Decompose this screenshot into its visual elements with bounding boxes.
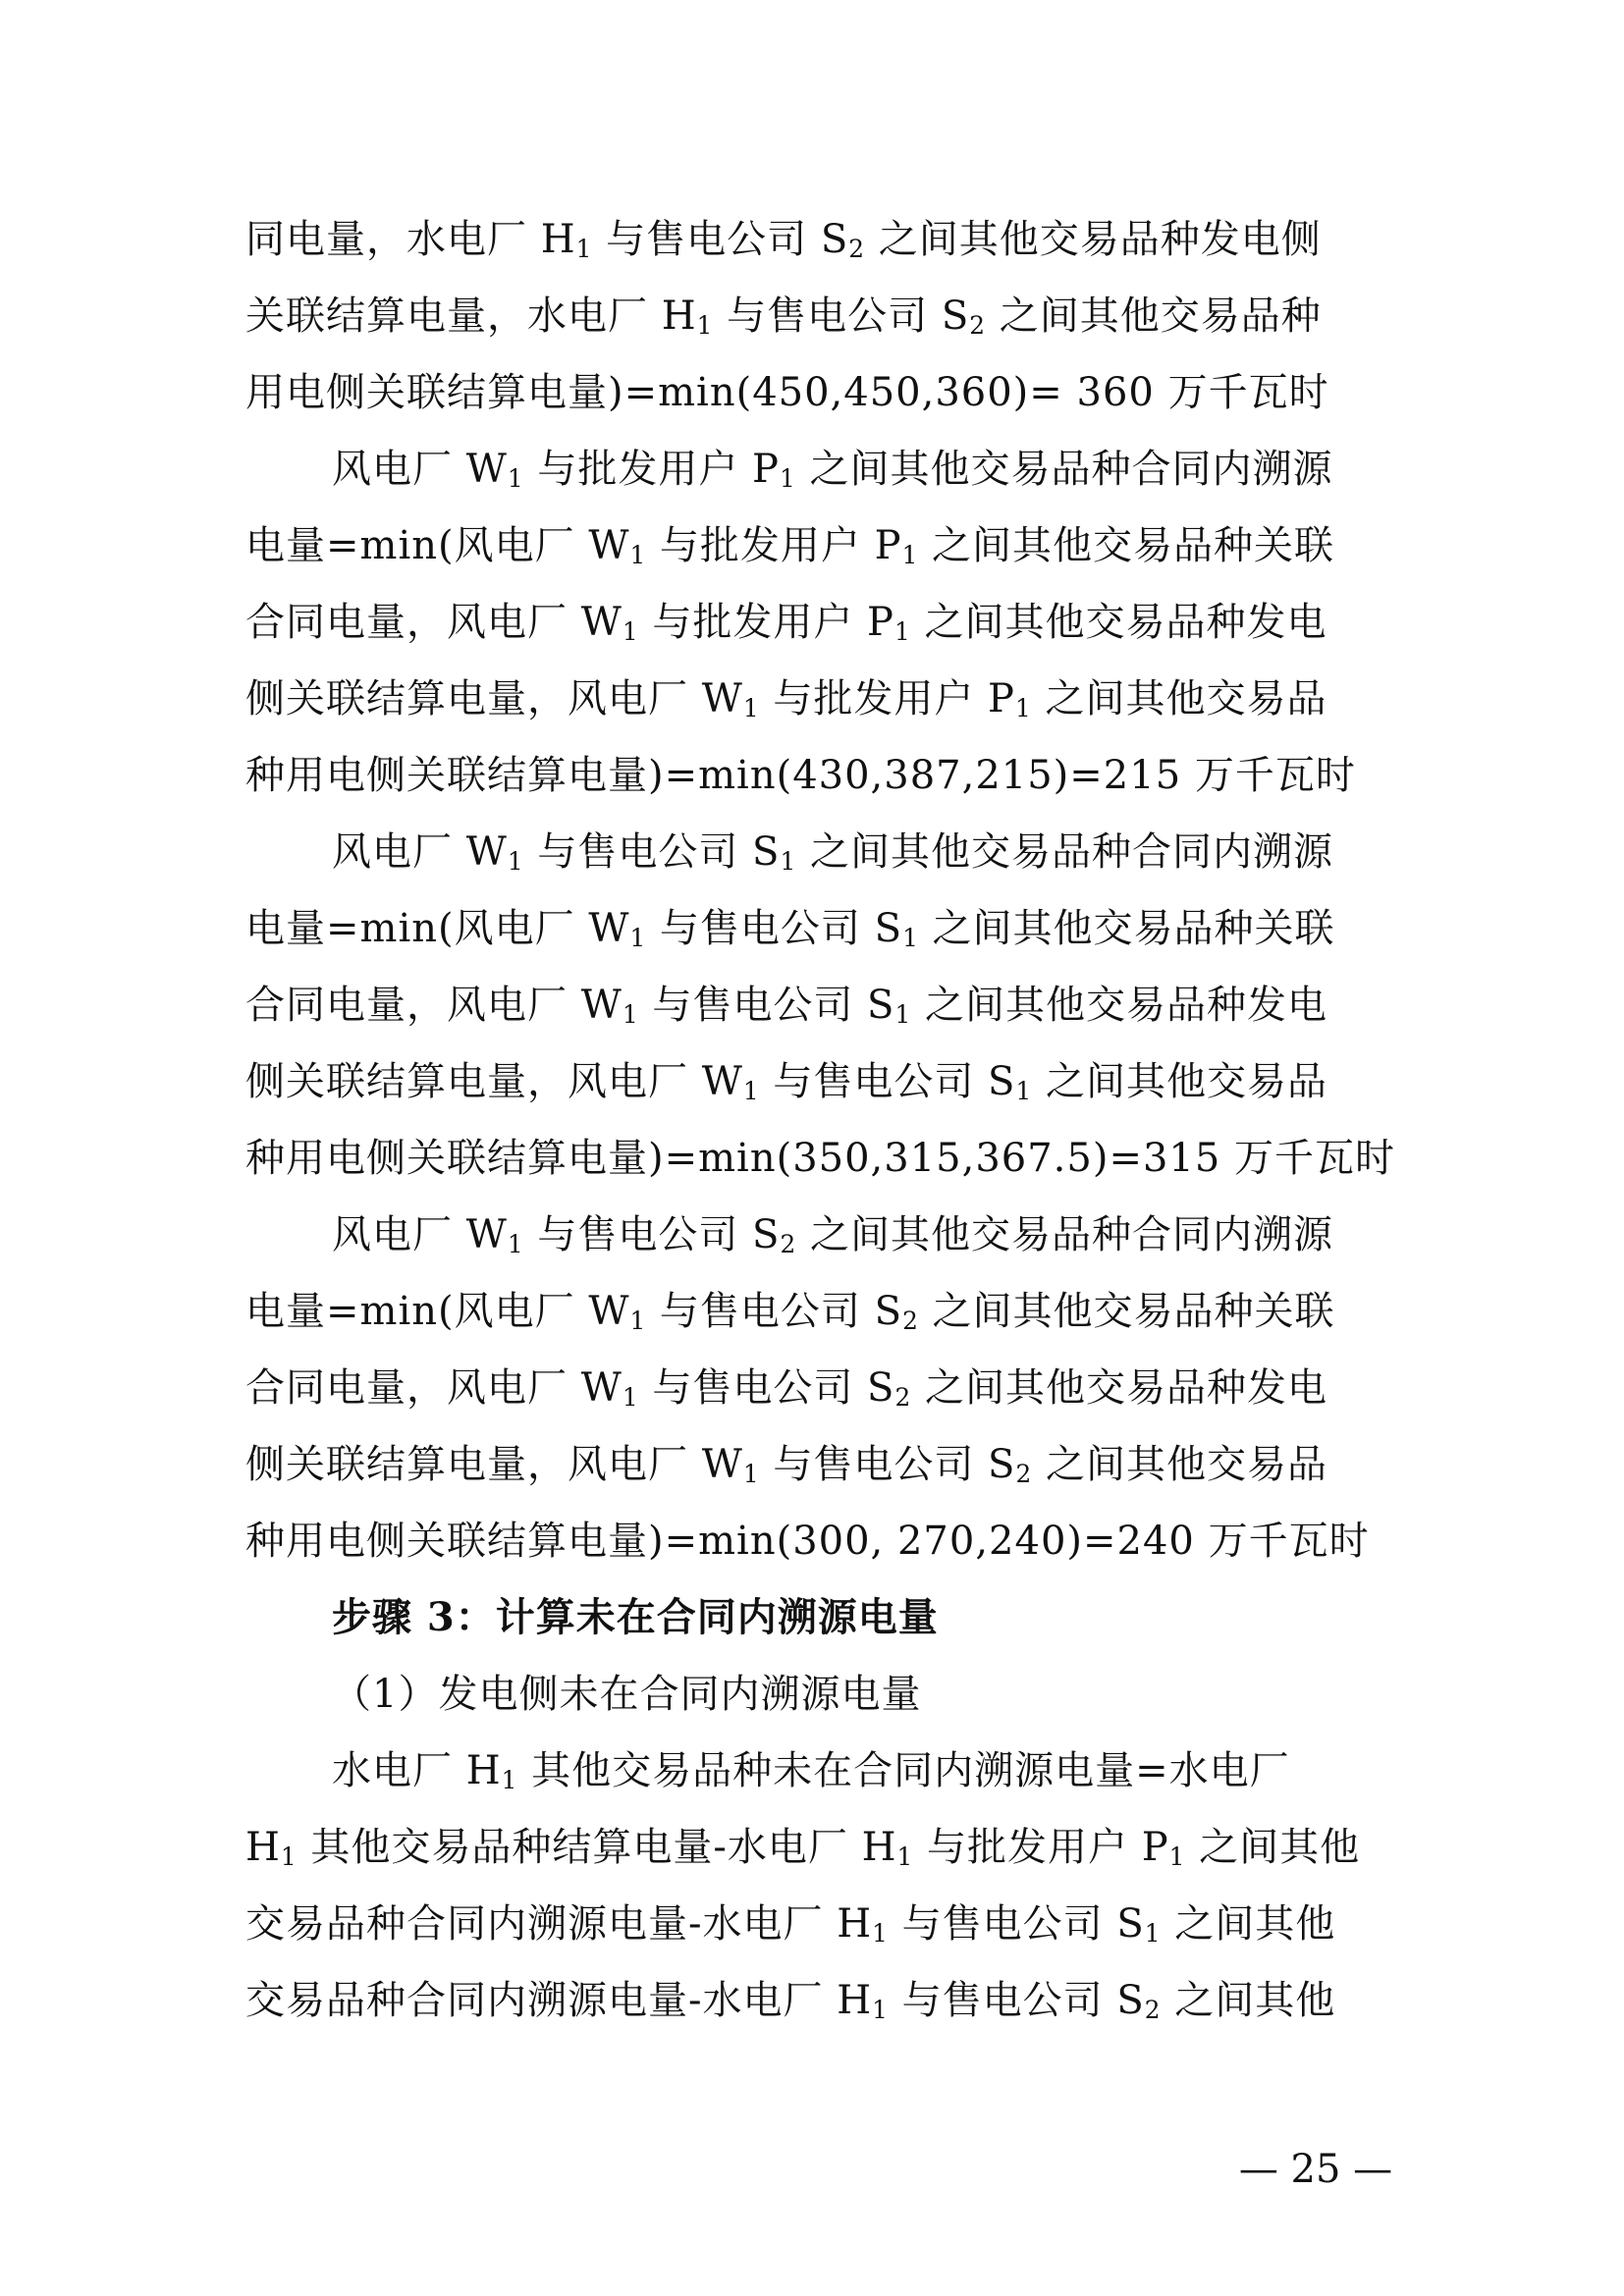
- text-segment: 水电厂 H: [332, 1748, 502, 1793]
- text-segment: 之间其他交易品种关联: [918, 906, 1335, 951]
- subscript: 1: [896, 1842, 914, 1871]
- text-segment: 与批发用户 P: [913, 1825, 1169, 1870]
- page-number: — 25 —: [1238, 2147, 1393, 2192]
- subscript: 1: [1168, 1842, 1186, 1871]
- text-segment: 与售电公司 S: [759, 1059, 1016, 1104]
- text-segment: 之间其他交易品: [1032, 1442, 1327, 1487]
- text-segment: 其他交易品种结算电量-水电厂 H: [297, 1825, 897, 1870]
- text-segment: 风电厂 W: [332, 829, 508, 875]
- subscript: 1: [894, 999, 912, 1029]
- section-heading: [245, 1579, 1384, 1656]
- text-segment: 与售电公司 S: [888, 1978, 1145, 2023]
- subscript: 2: [1144, 1995, 1162, 2024]
- subscript: 1: [872, 1995, 889, 2024]
- text-segment: 之间其他交易品种发电: [910, 600, 1327, 645]
- subscript: 1: [742, 1076, 760, 1105]
- subscript: 1: [507, 1229, 524, 1258]
- subscript: 1: [742, 693, 760, 722]
- subscript: 2: [894, 1382, 912, 1412]
- text-segment: （1）发电侧未在合同内溯源电量: [332, 1672, 922, 1717]
- subscript: 1: [742, 1459, 760, 1488]
- text-segment: 之间其他交易品种发电: [911, 983, 1327, 1028]
- text-line: [245, 967, 1384, 1043]
- text-segment: 与批发用户 P: [638, 600, 894, 645]
- text-line: [245, 507, 1384, 584]
- text-segment: 之间其他: [1161, 1901, 1336, 1947]
- text-line: [245, 890, 1384, 967]
- text-segment: 电量=min(风电厂 W: [245, 906, 630, 951]
- text-line: [245, 1120, 1396, 1197]
- text-segment: 与批发用户 P: [523, 447, 780, 492]
- subscript: 1: [629, 1306, 647, 1335]
- subscript: 1: [901, 540, 919, 569]
- text-segment: 之间其他交易品种关联: [918, 523, 1335, 568]
- subscript: 1: [1015, 1076, 1033, 1105]
- text-line: [245, 1197, 1384, 1273]
- subscript: 1: [902, 923, 919, 952]
- text-segment: 与售电公司 S: [523, 829, 781, 875]
- text-segment: 与售电公司 S: [888, 1901, 1145, 1947]
- text-line: [245, 737, 1384, 814]
- text-segment: 之间其他交易品种合同内溯源: [795, 447, 1333, 492]
- text-line: [245, 431, 1384, 507]
- text-line: [245, 661, 1384, 737]
- subscript: 1: [893, 616, 911, 646]
- subscript: 1: [780, 846, 797, 876]
- text-line: [245, 1350, 1384, 1426]
- subscript: 2: [848, 234, 866, 263]
- document-body: [245, 201, 1396, 2039]
- text-segment: 与售电公司 S: [713, 294, 970, 339]
- text-segment: 侧关联结算电量，风电厂 W: [245, 1059, 743, 1104]
- text-segment: 与售电公司 S: [759, 1442, 1016, 1487]
- text-segment: 交易品种合同内溯源电量-水电厂 H: [245, 1978, 873, 2023]
- text-segment: 之间其他: [1185, 1825, 1361, 1870]
- text-segment: 之间其他交易品种合同内溯源: [796, 1212, 1333, 1257]
- text-line: [245, 354, 1384, 431]
- text-segment: 之间其他交易品种发电侧: [865, 217, 1322, 262]
- subscript: 1: [1144, 1918, 1162, 1948]
- subscript: 2: [780, 1229, 797, 1258]
- subscript: 1: [507, 463, 524, 493]
- subscript: 1: [280, 1842, 298, 1871]
- text-segment: 交易品种合同内溯源电量-水电厂 H: [245, 1901, 873, 1947]
- subscript: 1: [872, 1918, 889, 1948]
- text-segment: 之间其他交易品种合同内溯源: [796, 829, 1333, 875]
- text-segment: 用电侧关联结算电量)=min(450,450,360)= 360 万千瓦时: [245, 370, 1329, 415]
- subscript: 1: [507, 846, 524, 876]
- text-line: [245, 1426, 1384, 1503]
- subscript: 2: [1015, 1459, 1033, 1488]
- subscript: 1: [622, 999, 639, 1029]
- text-segment: 种用电侧关联结算电量)=min(350,315,367.5)=315 万千瓦时: [245, 1136, 1396, 1181]
- text-segment: 与售电公司 S: [638, 1365, 895, 1411]
- text-segment: 合同电量，风电厂 W: [245, 1365, 623, 1411]
- subscript: 2: [902, 1306, 919, 1335]
- subscript: 1: [779, 463, 796, 493]
- text-segment: 其他交易品种未在合同内溯源电量=水电厂: [517, 1748, 1290, 1793]
- text-segment: 种用电侧关联结算电量)=min(430,387,215)=215 万千瓦时: [245, 753, 1356, 798]
- subscript: 1: [1014, 693, 1032, 722]
- text-line: [245, 1886, 1384, 1962]
- text-segment: 步骤 3：计算未在合同内溯源电量: [332, 1594, 939, 1640]
- subscript: 1: [696, 310, 714, 340]
- text-segment: 与售电公司 S: [523, 1212, 781, 1257]
- subscript: 1: [629, 923, 647, 952]
- text-segment: 侧关联结算电量，风电厂 W: [245, 1442, 743, 1487]
- subscript: 1: [575, 234, 593, 263]
- text-segment: 电量=min(风电厂 W: [245, 1289, 630, 1334]
- text-segment: 与批发用户 P: [646, 523, 902, 568]
- text-segment: 合同电量，风电厂 W: [245, 983, 623, 1028]
- text-segment: 种用电侧关联结算电量)=min(300, 270,240)=240 万千瓦时: [245, 1519, 1370, 1564]
- text-segment: 关联结算电量，水电厂 H: [245, 294, 697, 339]
- text-segment: 与售电公司 S: [638, 983, 895, 1028]
- text-line: [245, 1273, 1384, 1350]
- text-segment: 与售电公司 S: [646, 906, 903, 951]
- text-line: [245, 1809, 1384, 1886]
- text-segment: 风电厂 W: [332, 447, 508, 492]
- text-line: [245, 1656, 1384, 1733]
- text-line: [245, 201, 1384, 278]
- text-line: [245, 1733, 1384, 1809]
- text-segment: H: [245, 1825, 281, 1870]
- text-line: [245, 1503, 1384, 1579]
- subscript: 1: [622, 1382, 639, 1412]
- text-line: [245, 1043, 1384, 1120]
- text-segment: 侧关联结算电量，风电厂 W: [245, 676, 743, 721]
- text-segment: 合同电量，风电厂 W: [245, 600, 623, 645]
- text-line: [245, 814, 1384, 890]
- text-segment: 之间其他: [1161, 1978, 1336, 2023]
- text-line: [245, 278, 1384, 354]
- text-segment: 与售电公司 S: [592, 217, 849, 262]
- text-line: [245, 1962, 1384, 2039]
- subscript: 1: [622, 616, 639, 646]
- text-segment: 风电厂 W: [332, 1212, 508, 1257]
- text-line: [245, 584, 1384, 661]
- text-segment: 电量=min(风电厂 W: [245, 523, 630, 568]
- text-segment: 之间其他交易品种: [986, 294, 1322, 339]
- text-segment: 与售电公司 S: [646, 1289, 903, 1334]
- text-segment: 之间其他交易品种发电: [911, 1365, 1327, 1411]
- subscript: 2: [969, 310, 987, 340]
- text-segment: 之间其他交易品: [1031, 676, 1327, 721]
- text-segment: 之间其他交易品种关联: [918, 1289, 1335, 1334]
- text-segment: 之间其他交易品: [1032, 1059, 1327, 1104]
- subscript: 1: [501, 1765, 518, 1794]
- subscript: 1: [629, 540, 647, 569]
- text-segment: 与批发用户 P: [759, 676, 1015, 721]
- text-segment: 同电量，水电厂 H: [245, 217, 576, 262]
